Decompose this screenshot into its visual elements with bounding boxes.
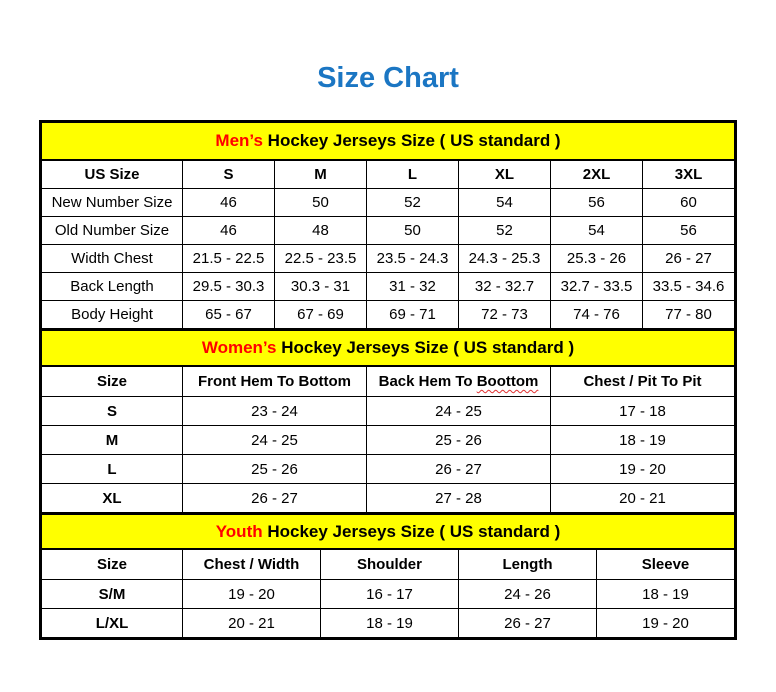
size-value-cell: 67 - 69	[275, 301, 367, 329]
row-label: Old Number Size	[42, 217, 183, 245]
size-value-cell: 25 - 26	[367, 426, 551, 455]
size-value-cell: 26 - 27	[367, 455, 551, 484]
size-value-cell: 60	[643, 189, 735, 217]
row-label: L/XL	[42, 609, 183, 638]
womens-section-title-highlight: Women’s	[201, 338, 277, 357]
size-value-cell: 77 - 80	[643, 301, 735, 329]
mens-section-header-row	[42, 123, 735, 161]
row-label: L	[42, 455, 183, 484]
row-label: S	[42, 397, 183, 426]
size-value-cell: 24 - 25	[367, 397, 551, 426]
womens-col-header-chest: Chest / Pit To Pit	[551, 366, 735, 397]
size-value-cell: 46	[183, 189, 275, 217]
size-value-cell: 32 - 32.7	[459, 273, 551, 301]
youth-section-title-rest: Hockey Jerseys Size ( US standard )	[262, 521, 561, 541]
size-value-cell: 16 - 17	[321, 580, 459, 609]
womens-col-header-front-hem: Front Hem To Bottom	[183, 366, 367, 397]
mens-row-new-number-size	[42, 189, 735, 217]
youth-column-header-row	[42, 549, 735, 580]
mens-row-body-height	[42, 301, 735, 329]
size-value-cell: 21.5 - 22.5	[183, 245, 275, 273]
size-value-cell: 26 - 27	[643, 245, 735, 273]
womens-section-title-rest: Hockey Jerseys Size ( US standard )	[276, 338, 575, 357]
row-label: XL	[42, 484, 183, 513]
size-value-cell: 17 - 18	[551, 397, 735, 426]
size-value-cell: 29.5 - 30.3	[183, 273, 275, 301]
mens-row-old-number-size	[42, 217, 735, 245]
youth-section-header-row	[42, 514, 735, 549]
size-value-cell: 65 - 67	[183, 301, 275, 329]
row-label: M	[42, 426, 183, 455]
size-value-cell: 72 - 73	[459, 301, 551, 329]
size-value-cell: 20 - 21	[551, 484, 735, 513]
womens-row-l	[42, 455, 735, 484]
mens-column-header-row	[42, 160, 735, 189]
back-hem-label-prefix: Back Hem To	[378, 373, 473, 390]
size-value-cell: 52	[459, 217, 551, 245]
womens-section-header-row	[42, 330, 735, 366]
size-value-cell: 50	[367, 217, 459, 245]
size-value-cell: 24 - 26	[459, 580, 597, 609]
size-value-cell: 32.7 - 33.5	[551, 273, 643, 301]
size-value-cell: 74 - 76	[551, 301, 643, 329]
size-value-cell: 18 - 19	[551, 426, 735, 455]
size-value-cell: 24 - 25	[183, 426, 367, 455]
youth-col-header-chest-width: Chest / Width	[183, 549, 321, 580]
mens-section-title-highlight: Men’s	[215, 131, 263, 150]
size-value-cell: 33.5 - 34.6	[643, 273, 735, 301]
size-value-cell: 26 - 27	[183, 484, 367, 513]
mens-col-header-xl: XL	[459, 160, 551, 189]
size-value-cell: 26 - 27	[459, 609, 597, 638]
youth-col-header-shoulder: Shoulder	[321, 549, 459, 580]
size-value-cell: 31 - 32	[367, 273, 459, 301]
youth-row-sm	[42, 580, 735, 609]
youth-col-header-sleeve: Sleeve	[597, 549, 735, 580]
size-value-cell: 24.3 - 25.3	[459, 245, 551, 273]
size-value-cell: 48	[275, 217, 367, 245]
womens-row-m	[42, 426, 735, 455]
youth-size-table	[41, 513, 735, 638]
row-label: Width Chest	[42, 245, 183, 273]
mens-col-header-3xl: 3XL	[643, 160, 735, 189]
size-value-cell: 54	[551, 217, 643, 245]
size-chart-container	[39, 120, 737, 640]
womens-section-title	[42, 330, 735, 366]
size-value-cell: 19 - 20	[551, 455, 735, 484]
mens-size-table	[41, 122, 735, 329]
size-value-cell: 18 - 19	[597, 580, 735, 609]
youth-section-title	[42, 514, 735, 549]
size-value-cell: 25.3 - 26	[551, 245, 643, 273]
size-value-cell: 19 - 20	[597, 609, 735, 638]
mens-col-header-l: L	[367, 160, 459, 189]
size-value-cell: 19 - 20	[183, 580, 321, 609]
mens-col-header-us-size: US Size	[42, 160, 183, 189]
size-value-cell: 30.3 - 31	[275, 273, 367, 301]
size-value-cell: 52	[367, 189, 459, 217]
youth-row-lxl	[42, 609, 735, 638]
size-value-cell: 69 - 71	[367, 301, 459, 329]
size-value-cell: 54	[459, 189, 551, 217]
size-value-cell: 23.5 - 24.3	[367, 245, 459, 273]
youth-col-header-length: Length	[459, 549, 597, 580]
womens-col-header-back-hem	[367, 366, 551, 397]
womens-row-xl	[42, 484, 735, 513]
size-value-cell: 50	[275, 189, 367, 217]
womens-size-table	[41, 329, 735, 513]
row-label: S/M	[42, 580, 183, 609]
womens-row-s	[42, 397, 735, 426]
womens-column-header-row	[42, 366, 735, 397]
size-value-cell: 56	[643, 217, 735, 245]
size-value-cell: 46	[183, 217, 275, 245]
size-value-cell: 56	[551, 189, 643, 217]
row-label: New Number Size	[42, 189, 183, 217]
size-value-cell: 18 - 19	[321, 609, 459, 638]
youth-section-title-highlight: Youth	[215, 521, 263, 541]
back-hem-misspelled-word: Boottom	[476, 373, 539, 390]
mens-row-width-chest	[42, 245, 735, 273]
row-label: Body Height	[42, 301, 183, 329]
youth-col-header-size: Size	[42, 549, 183, 580]
mens-section-title	[42, 123, 735, 161]
mens-col-header-s: S	[183, 160, 275, 189]
mens-row-back-length	[42, 273, 735, 301]
womens-col-header-size: Size	[42, 366, 183, 397]
mens-section-title-rest: Hockey Jerseys Size ( US standard )	[262, 131, 561, 150]
page-title: Size Chart	[317, 62, 459, 94]
size-value-cell: 22.5 - 23.5	[275, 245, 367, 273]
mens-col-header-2xl: 2XL	[551, 160, 643, 189]
row-label: Back Length	[42, 273, 183, 301]
size-value-cell: 25 - 26	[183, 455, 367, 484]
size-value-cell: 23 - 24	[183, 397, 367, 426]
size-value-cell: 20 - 21	[183, 609, 321, 638]
mens-col-header-m: M	[275, 160, 367, 189]
size-value-cell: 27 - 28	[367, 484, 551, 513]
